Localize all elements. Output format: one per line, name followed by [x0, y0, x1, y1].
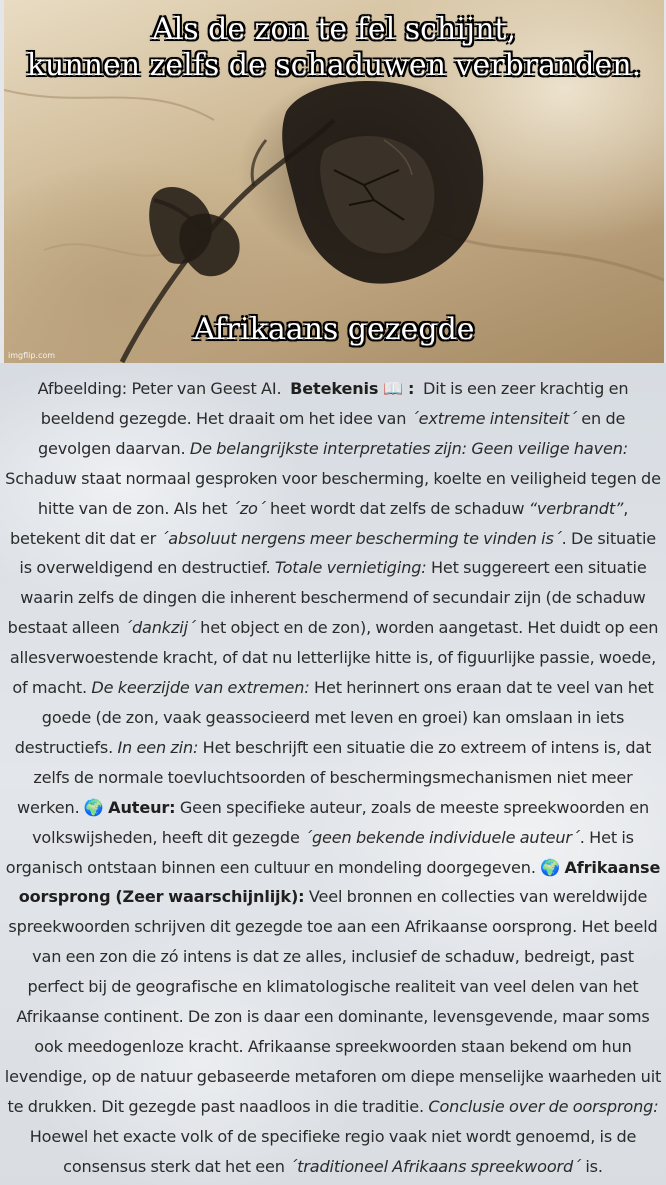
meme-top-line-1: Als de zon te fel schijnt, — [151, 12, 517, 47]
total-destruction-heading: Totale vernietiging: — [274, 558, 427, 578]
in-one-sentence-heading: In een zin: — [117, 737, 199, 757]
meme-top-caption — [4, 12, 664, 84]
author-heading: Auteur: — [108, 797, 176, 817]
meaning-heading: Betekenis 📖 : — [290, 379, 415, 398]
meme-image — [4, 0, 664, 363]
description-section — [0, 363, 666, 1185]
image-credit: Afbeelding: Peter van Geest AI. — [37, 379, 282, 398]
origin-heading: Afrikaanse oorsprong (Zeer waarschijnlijk): — [18, 857, 661, 907]
meme-top-line-2: kunnen zelfs de schaduwen verbranden. — [26, 48, 642, 83]
interpretations-heading: De belangrijkste interpretaties zijn: Geen veilige haven: — [189, 438, 629, 458]
flip-side-heading: De keerzijde van extremen: — [91, 678, 310, 698]
book-icon: 📖 — [383, 379, 404, 398]
watermark: imgflip.com — [8, 351, 56, 360]
description-text: Afbeelding: Peter van Geest AI. Betekenis 📖 : Dit is een zeer krachtig en beeldend gezegde. Het draait om het idee van ´extreme intensiteit´ en de gevolgen daarvan. De belangrijkste interpretaties zijn: Geen veilige haven: Schaduw staat normaal gesproken voor bescherming, koelte en veiligheid tegen de hitte van de zon. Als het ´zo´ heet wordt dat zelfs de schaduw “verbrandt”, betekent dit dat er ´absoluut nergens meer bescherming te vinden is´. De situatie is overweldigend en destructief. Totale vernietiging: Het suggereert een situatie waarin zelfs de dingen die inherent beschermend of secundair zijn (de schaduw bestaat alleen ´dankzij´ het object en de zon), worden aangetast. Het duidt op een allesverwoestende kracht, of dat nu letterlijke hitte is, of figuurlijke passie, woede, of macht. De keerzijde van extremen: Het herinnert ons eraan dat te veel van het goede (de zon, vaak geassocieerd met leven en groei) kan omslaan in iets destructiefs. In een zin: Het beschrijft een situatie die zo extreem of intens is, dat zelfs de normale toevluchtsoorden of beschermingsmechanismen niet meer werken. 🌍 Auteur: Geen specifieke auteur, zoals de meeste spreekwoorden en volkswijsheden, heeft dit gezegde ´geen bekende individuele auteur´. Het is organisch ontstaan binnen een cultuur en mondeling doorgegeven. 🌍 Afrikaanse oorsprong (Zeer waarschijnlijk): Veel bronnen en collecties van wereldwijde spreekwoorden schrijven dit gezegde toe aan een Afrikaanse oorsprong. Het beeld van een zon die zó intens is dat ze alles, inclusief de schaduw, bedreigt, past perfect bij de geografische en klimatologische realiteit van veel delen van het Afrikaanse continent. De zon is daar een dominante, levensgevende, maar soms ook meedogenloze kracht. Afrikaanse spreekwoorden staan bekend om hun levendige, op de natuur gebaseerde metaforen om diepe menselijke waarheden uit te drukken. Dit gezegde past naadloos in die traditie. Conclusie over de oorsprong: Hoewel het exacte volk of de specifieke regio vaak niet wordt genoemd, is de consensus sterk dat het een ´traditioneel Afrikaans spreekwoord´ is. — [4, 379, 662, 1176]
conclusion-heading: Conclusie over de oorsprong: — [428, 1096, 659, 1116]
meme-bottom-caption: Afrikaans gezegde — [193, 312, 475, 347]
globe-icon: 🌍 — [540, 857, 561, 877]
globe-icon: 🌍 — [83, 797, 104, 817]
